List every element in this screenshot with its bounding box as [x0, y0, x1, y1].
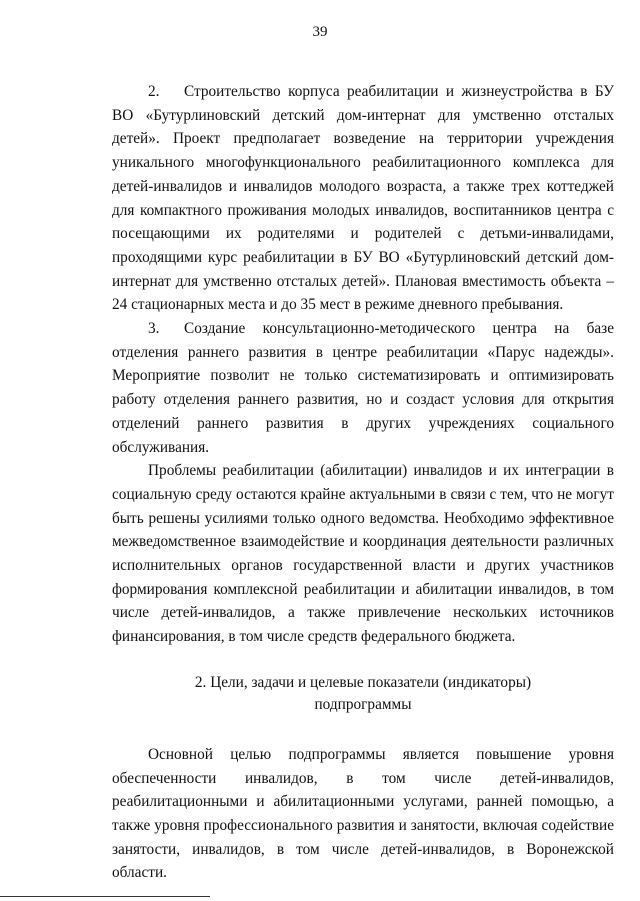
list-item-number: 3. — [148, 320, 160, 338]
list-item-consulting-center — [112, 317, 614, 459]
footer-divider — [0, 896, 210, 897]
section-heading-line-2: подпрограммы — [314, 695, 412, 713]
paragraph-problems: Проблемы реабилитации (абилитации) инвалидов и их интеграции в социальную среду остаются крайне актуальными в связи с тем, что не могут быть решены усилиями только одного ведомства. Необходимо эффективное межведомственное взаимодействие и координация деятельности различных исполнительных органов государственной власти и других участников формирования комплексной реабилитации и абилитации инвалидов, в том числе детей-инвалидов, а также привлечение нескольких источников финансирования, в том числе средств федерального бюджета. — [112, 462, 614, 646]
section-heading-line-1: 2. Цели, задачи и целевые показатели (индикаторы) — [194, 673, 532, 691]
list-item-text: Создание консультационно-методического центра на базе отделения раннего развития в центре реабилитации «Парус надежды». Мероприятие позволит не только систематизировать и оптимизировать работу отделения раннего развития, но и создаст условия для открытия отделений раннего развития в других учреждениях социального обслуживания. — [112, 320, 614, 456]
document-body — [112, 80, 614, 885]
page-number: 39 — [312, 24, 328, 40]
list-item-number: 2. — [148, 83, 160, 100]
paragraph-goal: Основной целью подпрограммы является повышение уровня обеспеченности инвалидов, в том числе детей-инвалидов, реабилитационными и абилитационными услугами, ранней помощью, а также уровня профессионального развития и занятости, включая содействие занятости, инвалидов, в том числе детей-инвалидов, в Воронежской области. — [112, 745, 614, 882]
list-item-construction — [112, 80, 614, 317]
section-heading — [112, 672, 614, 716]
list-item-text: Строительство корпуса реабилитации и жизнеустройства в БУ ВО «Бутурлиновский детский дом-интернат для умственно отсталых детей». Проект предполагает возведение на территории учреждения уникального многофункционального реабилитационного комплекса для детей-инвалидов и инвалидов молодого возраста, а также трех коттеджей для компактного проживания молодых инвалидов, воспитанников центра с посещающими их родителями и родителей с детьми-инвалидами, проходящими курс реабилитации в БУ ВО «Бутурлиновский детский дом-интернат для умственно отсталых детей». Плановая вместимость объекта – 24 стационарных места и до 35 мест в режиме дневного пребывания. — [112, 83, 614, 314]
